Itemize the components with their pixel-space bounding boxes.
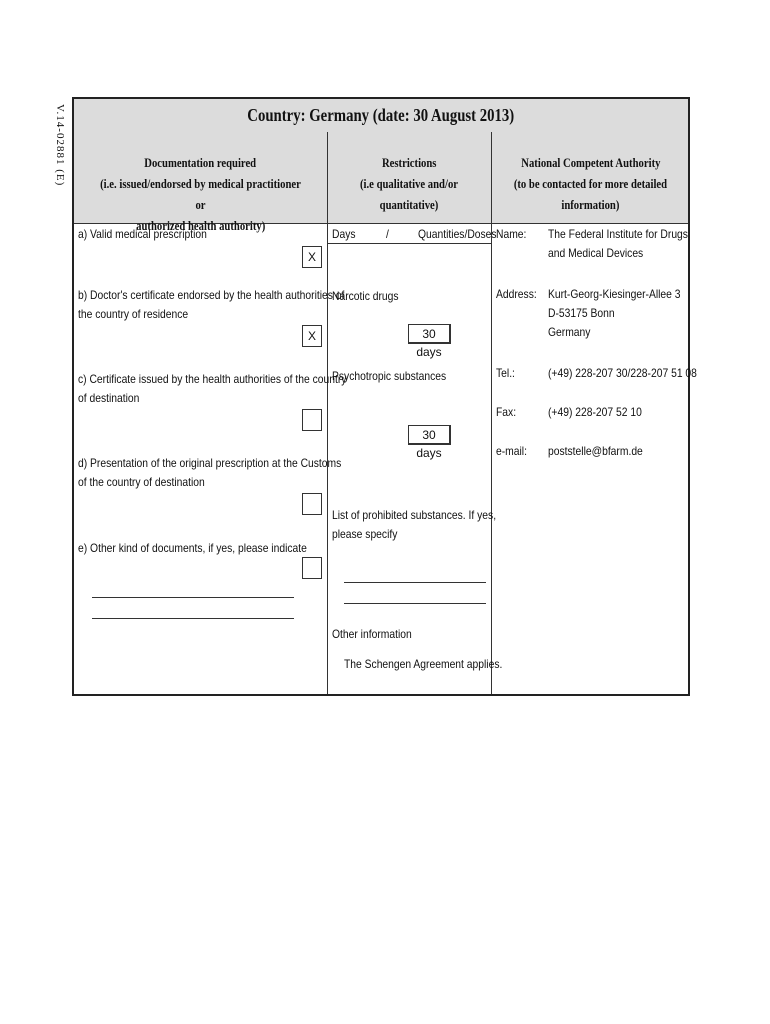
header-restrictions-title: Restrictions: [381, 155, 437, 170]
header-authority-sub2: information): [561, 197, 620, 212]
authority-tel-value: [548, 364, 721, 383]
doc-item-b-label-1: b) Doctor's certificate endorsed by the health authorities of: [78, 288, 345, 302]
fax-value: (+49) 228-207 52 10: [548, 405, 642, 419]
email-value: poststelle@bfarm.de: [548, 444, 643, 458]
authority-name-value: [548, 225, 711, 263]
address-value-3: Germany: [548, 325, 591, 339]
narcotic-drugs-label: Narcotic drugs: [332, 289, 399, 303]
header-documentation-title: Documentation required: [144, 155, 257, 170]
prohibited-line-2[interactable]: [344, 603, 486, 604]
header-authority-title: National Competent Authority: [520, 155, 661, 170]
prohibited-label-1: List of prohibited substances. If yes,: [332, 508, 497, 522]
checkbox-destination-certificate[interactable]: [302, 409, 322, 431]
other-information-label: Other information: [332, 627, 412, 641]
schengen-text: The Schengen Agreement applies.: [344, 657, 503, 671]
header-documentation: [74, 132, 327, 233]
psychotropic-days-field[interactable]: 30 days: [408, 425, 451, 445]
other-information-text: [344, 655, 528, 674]
authority-fax-label: [496, 403, 519, 422]
psychotropic-substances: [332, 367, 465, 386]
restrictions-subheader: [332, 225, 497, 244]
other-information: [332, 625, 425, 644]
doc-item-b-label-2: the country of residence: [78, 307, 189, 321]
header-authority: [491, 132, 690, 223]
doc-item-d-label-1: d) Presentation of the original prescription at the Customs: [78, 456, 342, 470]
country-form: [72, 97, 697, 696]
other-documents-line-2[interactable]: [92, 618, 294, 619]
restrictions-subheader-rule: [328, 243, 491, 244]
address-value-2: D-53175 Bonn: [548, 306, 615, 320]
fax-label: Fax:: [496, 405, 517, 419]
email-label: e-mail:: [496, 444, 527, 458]
doc-item-d: [78, 454, 384, 492]
header-documentation-sub1: (i.e. issued/endorsed by medical practitioner or: [100, 176, 301, 212]
doc-item-c-label-1: c) Certificate issued by the health authorities of the country: [78, 372, 347, 386]
header-restrictions: [327, 132, 491, 223]
name-value-1: The Federal Institute for Drugs: [548, 227, 688, 241]
form-title-text: Country: Germany (date: 30 August 2013): [247, 105, 515, 125]
name-label: Name:: [496, 227, 527, 241]
header-row: [74, 132, 688, 233]
doc-item-e: [78, 539, 344, 558]
address-value-1: Kurt-Georg-Kiesinger-Allee 3: [548, 287, 681, 301]
checkbox-doctor-certificate[interactable]: X: [302, 325, 322, 347]
header-documentation-sub2: authorized health authority): [135, 218, 266, 233]
form-title: [74, 99, 688, 133]
tel-label: Tel.:: [496, 366, 515, 380]
prohibited-substances: [332, 506, 523, 544]
form-body: [74, 223, 697, 694]
doc-item-a: [78, 225, 228, 244]
checkbox-original-prescription[interactable]: [302, 493, 322, 515]
document-code: V.14-02881 (E): [54, 104, 66, 187]
doc-item-c-label-2: of destination: [78, 391, 140, 405]
narcotic-drugs: [332, 287, 409, 306]
address-label: Address:: [496, 287, 537, 301]
authority-email-label: [496, 442, 532, 461]
name-value-2: and Medical Devices: [548, 246, 644, 260]
checkbox-valid-prescription[interactable]: X: [302, 246, 322, 268]
doc-item-e-label: e) Other kind of documents, if yes, please indicate: [78, 541, 307, 555]
header-restrictions-sub: (i.e qualitative and/or quantitative): [359, 176, 459, 212]
header-authority-sub1: (to be contacted for more detailed: [513, 176, 668, 191]
authority-fax-value: [548, 403, 657, 422]
prohibited-line-1[interactable]: [344, 582, 486, 583]
checkbox-other-documents[interactable]: [302, 557, 322, 579]
authority-email-value: [548, 442, 658, 461]
authority-name-label: [496, 225, 531, 244]
authority-address-value: [548, 285, 702, 342]
tel-value: (+49) 228-207 30/228-207 51 08: [548, 366, 697, 380]
authority-tel-label: [496, 364, 518, 383]
narcotic-days-field[interactable]: 30 days: [408, 324, 451, 344]
quantities-label: Quantities/Doses: [418, 227, 497, 241]
doc-item-a-label: a) Valid medical prescription: [78, 227, 207, 241]
other-documents-line-1[interactable]: [92, 597, 294, 598]
prohibited-label-2: please specify: [332, 527, 398, 541]
psychotropic-label: Psychotropic substances: [332, 369, 447, 383]
doc-item-d-label-2: of the country of destination: [78, 475, 205, 489]
authority-address-label: [496, 285, 543, 304]
days-separator: /: [386, 227, 389, 241]
days-label: Days: [332, 227, 356, 241]
